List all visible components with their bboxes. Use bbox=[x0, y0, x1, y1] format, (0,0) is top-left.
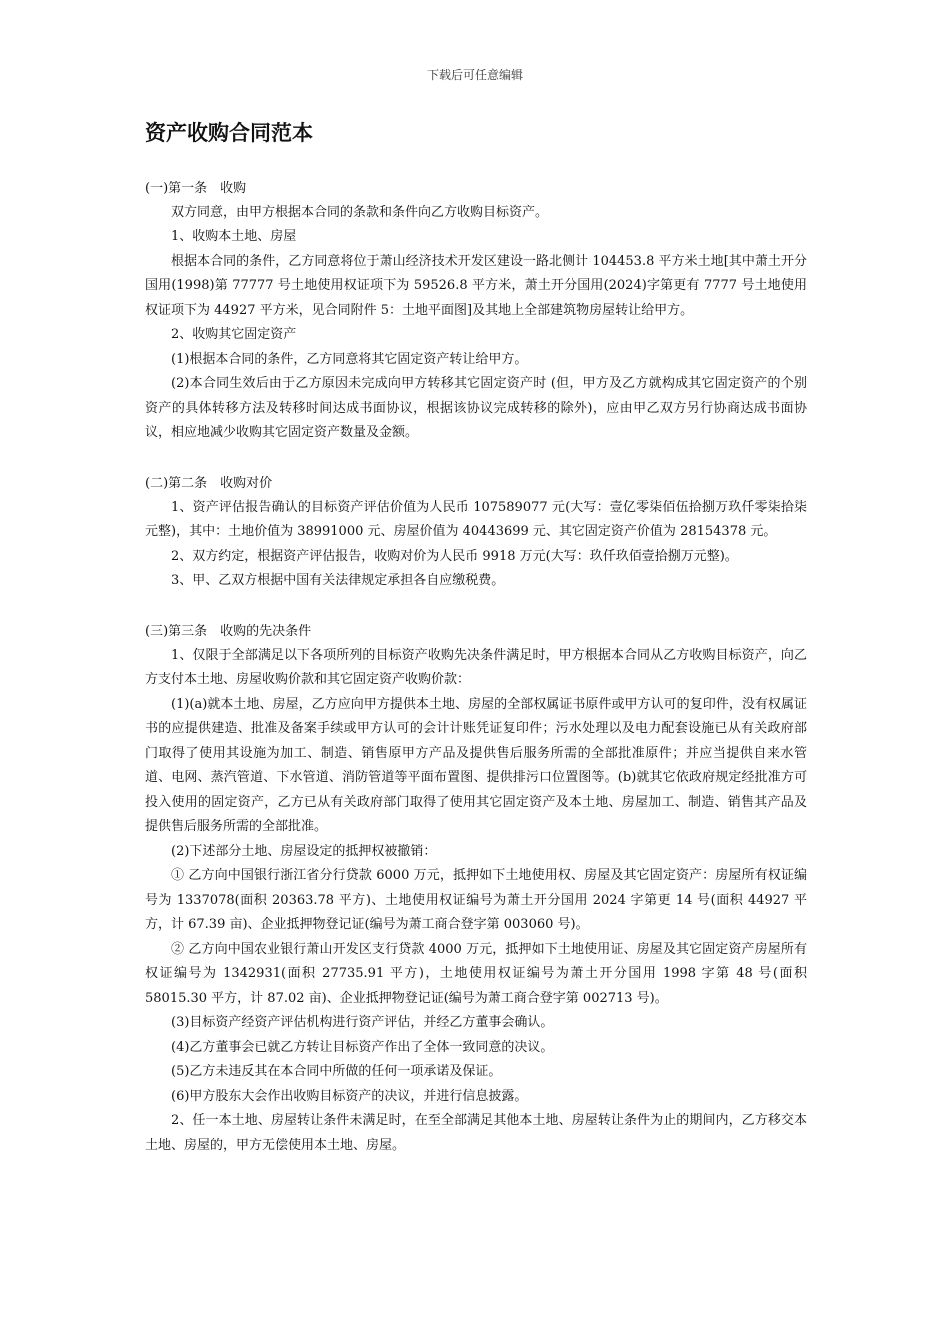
paragraph: 2、任一本土地、房屋转让条件未满足时，在至全部满足其他本土地、房屋转让条件为止的期间内，乙方移交本土地、房屋的，甲方无偿使用本土地、房屋。 bbox=[145, 1113, 807, 1153]
section-heading: (二)第二条 收购对价 bbox=[145, 475, 273, 491]
section-1 bbox=[145, 176, 807, 446]
paragraph: (2)本合同生效后由于乙方原因未完成向甲方转移其它固定资产时 (但，甲方及乙方就构成其它固定资产的个别资产的具体转移方法及转移时间达成书面协议，根据该协议完成转移的除外)，应由甲乙双方另行协商达成书面协议，相应地减少收购其它固定资产数量及金额。 bbox=[145, 376, 807, 440]
paragraph: ② 乙方向中国农业银行萧山开发区支行贷款 4000 万元，抵押如下土地使用证、房屋及其它固定资产房屋所有权证编号为 1342931(面积 27735.91 平方)，土地使用权证编号为萧土开分国用 1998 字第 48 号(面积 58015.30 平方，计 87.02 亩)、企业抵押物登记证(编号为萧工商合登字第 002713 号)。 bbox=[145, 941, 807, 1006]
document-body bbox=[145, 118, 807, 1158]
paragraph: (6)甲方股东大会作出收购目标资产的决议，并进行信息披露。 bbox=[171, 1088, 528, 1104]
section-gap bbox=[145, 594, 807, 619]
paragraph: 2、收购其它固定资产 bbox=[171, 327, 297, 342]
paragraph: (5)乙方未违反其在本合同中所做的任何一项承诺及保证。 bbox=[171, 1064, 502, 1079]
paragraph: (2)下述部分土地、房屋设定的抵押权被撤销： bbox=[171, 843, 437, 859]
paragraph: (1)(a)就本土地、房屋，乙方应向甲方提供本土地、房屋的全部权属证书原件或甲方认可的复印件，没有权属证书的应提供建造、批准及备案手续或甲方认可的会计计账凭证复印件；污水处理以及电力配套设施已从有关政府部门取得了使用其设施为加工、制造、销售原甲方产品及提供售后服务所需的全部批准原件；并应当提供自来水管道、电网、蒸汽管道、下水管道、消防管道等平面布置图、提供排污口位置图等。(b)就其它依政府规定经批准方可投入使用的固定资产，乙方已从有关政府部门取得了使用其它固定资产及本土地、房屋加工、制造、销售其产品及提供售后服务所需的全部批准。 bbox=[145, 696, 807, 834]
paragraph: 3、甲、乙双方根据中国有关法律规定承担各自应缴税费。 bbox=[171, 573, 505, 588]
section-heading: (一)第一条 收购 bbox=[145, 180, 247, 196]
paragraph: (1)根据本合同的条件，乙方同意将其它固定资产转让给甲方。 bbox=[171, 351, 528, 367]
page-header-note: 下载后可任意编辑 bbox=[426, 68, 523, 82]
section-heading: (三)第三条 收购的先决条件 bbox=[145, 623, 312, 639]
paragraph: (3)目标资产经资产评估机构进行资产评估，并经乙方董事会确认。 bbox=[171, 1015, 554, 1030]
paragraph: (4)乙方董事会已就乙方转让目标资产作出了全体一致同意的决议。 bbox=[171, 1039, 554, 1055]
paragraph: 2、双方约定，根据资产评估报告，收购对价为人民币 9918 万元(大写：玖仟玖佰壹拾捌万元整)。 bbox=[171, 548, 738, 564]
paragraph: 根据本合同的条件，乙方同意将位于萧山经济技术开发区建设一路北侧计 104453.8 平方米土地[其中萧土开分国用(1998)第 77777 号土地使用权证项下为 59526.8 平方米，萧土开分国用(2024)字第更有 7777 号土地使用权证项下为 44927 平方米，见合同附件 5：土地平面图]及其地上全部建筑物房屋转让给甲方。 bbox=[145, 253, 807, 318]
document-title: 资产收购合同范本 bbox=[145, 121, 313, 145]
paragraph: ① 乙方向中国银行浙江省分行贷款 6000 万元，抵押如下土地使用权、房屋及其它固定资产：房屋所有权证编号为 1337078(面积 20363.78 平方)、土地使用权证编号为萧土开分国用 2024 字第更 14 号(面积 44927 平方，计 67.39 亩)、企业抵押物登记证(编号为萧工商合登字第 003060 号)。 bbox=[145, 868, 807, 932]
section-3 bbox=[145, 619, 807, 1159]
paragraph: 双方同意，由甲方根据本合同的条款和条件向乙方收购目标资产。 bbox=[171, 204, 549, 220]
paragraph: 1、仅限于全部满足以下各项所列的目标资产收购先决条件满足时，甲方根据本合同从乙方收购目标资产，向乙方支付本土地、房屋收购价款和其它固定资产收购价款： bbox=[145, 647, 807, 687]
section-gap bbox=[145, 446, 807, 471]
paragraph: 1、资产评估报告确认的目标资产评估价值为人民币 107589077 元(大写：壹亿零柒佰伍拾捌万玖仟零柒拾柒元整)，其中：土地价值为 38991000 元、房屋价值为 40443699 元、其它固定资产价值为 28154378 元。 bbox=[145, 499, 807, 539]
paragraph: 1、收购本土地、房屋 bbox=[171, 229, 297, 244]
section-2 bbox=[145, 471, 807, 594]
